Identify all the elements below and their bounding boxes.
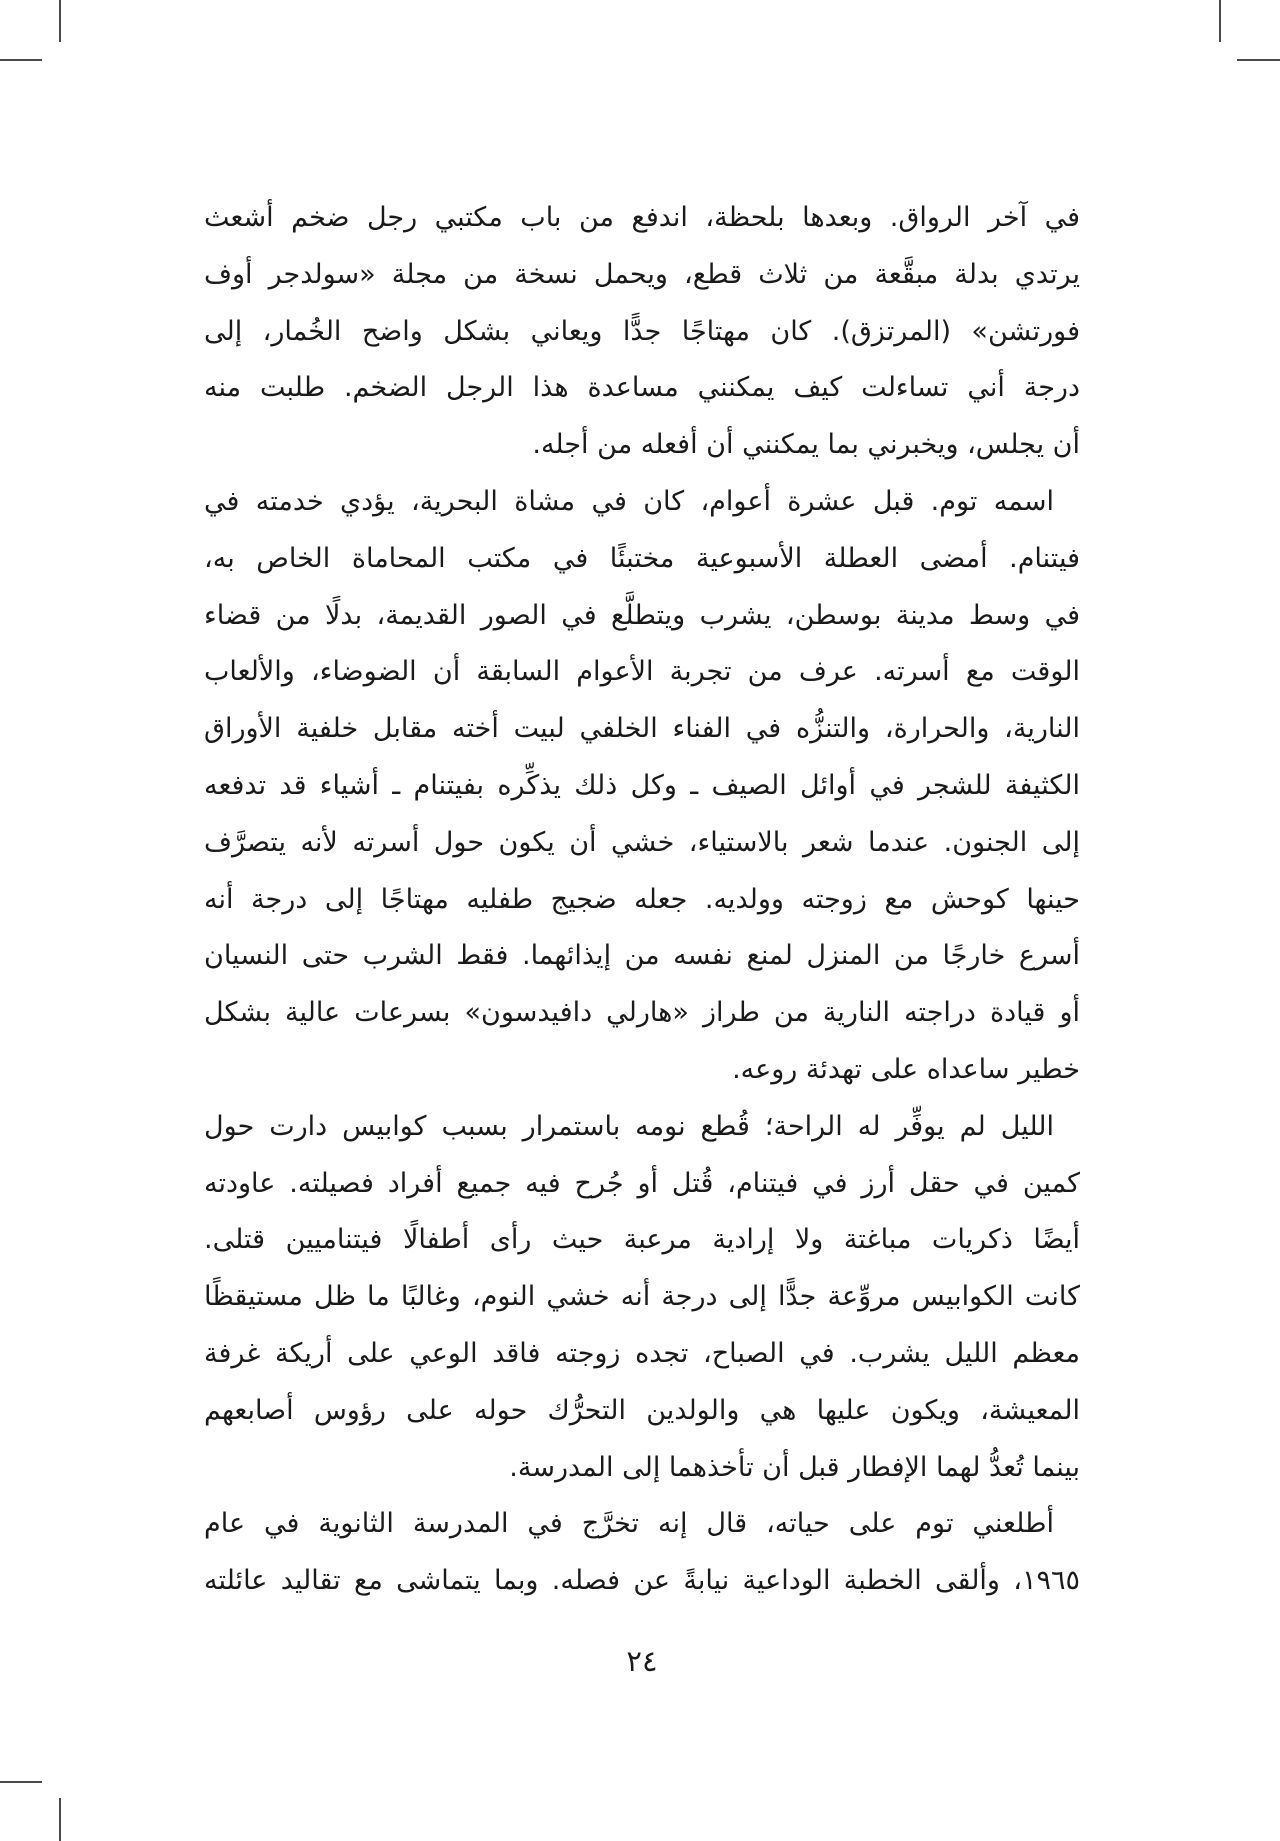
text-line: كانت الكوابيس مروِّعة جدًّا إلى درجة أنه خشي النوم، وغالبًا ما ظل مستيقظًا (204, 1281, 1080, 1313)
crop-mark-top-right-vertical (1219, 0, 1221, 42)
crop-mark-top-right-horizontal (1237, 59, 1280, 61)
text-line: النارية، والحرارة، والتنزُّه في الفناء الخلفي لبيت أخته مقابل خلفية الأوراق (204, 713, 1080, 745)
text-line: الوقت مع أسرته. عرف من تجربة الأعوام السابقة أن الضوضاء، والألعاب (204, 656, 1080, 688)
paragraph (204, 474, 1080, 1099)
text-line: بينما تُعدُّ لهما الإفطار قبل أن تأخذهما إلى المدرسة. (509, 1451, 1080, 1483)
crop-mark-top-left-vertical (59, 0, 61, 42)
text-line: إلى الجنون. عندما شعر بالاستياء، خشي أن يكون حول أسرته لأنه يتصرَّف (204, 826, 1080, 858)
text-line: أن يجلس، ويخبرني بما يمكنني أن أفعله من أجله. (532, 429, 1080, 461)
text-line: المعيشة، ويكون عليها هي والولدين التحرُّك حوله على رؤوس أصابعهم (204, 1394, 1080, 1426)
crop-mark-bottom-left-vertical (59, 1798, 61, 1841)
text-line: درجة أني تساءلت كيف يمكنني مساعدة هذا الرجل الضخم. طلبت منه (204, 372, 1080, 404)
paragraph (204, 190, 1080, 474)
text-line: معظم الليل يشرب. في الصباح، تجده زوجته فاقد الوعي على أريكة غرفة (204, 1337, 1080, 1369)
paragraph (204, 1496, 1080, 1610)
text-line: في وسط مدينة بوسطن، يشرب ويتطلَّع في الصور القديمة، بدلًا من قضاء (204, 599, 1080, 631)
text-line: في آخر الرواق. وبعدها بلحظة، اندفع من باب مكتبي رجل ضخم أشعث (204, 202, 1080, 233)
text-line: الليل لم يوفِّر له الراحة؛ قُطع نومه باستمرار بسبب كوابيس دارت حول (204, 1110, 1054, 1142)
text-line: الكثيفة للشجر في أوائل الصيف ـ وكل ذلك يذكِّره بفيتنام ـ أشياء قد تدفعه (204, 769, 1080, 801)
text-line: أطلعني توم على حياته، قال إنه تخرَّج في المدرسة الثانوية في عام (204, 1508, 1054, 1540)
text-line: أيضًا ذكريات مباغتة ولا إرادية مرعبة حيث رأى أطفالًا فيتناميين قتلى. (204, 1224, 1080, 1256)
text-line: حينها كوحش مع زوجته وولديه. جعله ضجيج طفليه مهتاجًا إلى درجة أنه (204, 883, 1080, 915)
text-line: أو قيادة دراجته النارية من طراز «هارلي دافيدسون» بسرعات عالية بشكل (204, 997, 1080, 1029)
text-line: فيتنام. أمضى العطلة الأسبوعية مختبئًا في مكتب المحاماة الخاص به، (204, 542, 1080, 574)
text-line: فورتشن» (المرتزق). كان مهتاجًا جدًّا ويعاني بشكل واضح الخُمار، إلى (204, 315, 1080, 347)
text-block (204, 190, 1080, 1610)
page-number: ٢٤ (626, 1644, 658, 1678)
crop-mark-bottom-left-horizontal (0, 1781, 42, 1783)
text-line: خطير ساعداه على تهدئة روعه. (732, 1053, 1080, 1085)
text-line: كمين في حقل أرز في فيتنام، قُتل أو جُرح فيه جميع أفراد فصيلته. عاودته (204, 1167, 1080, 1199)
text-line: أسرع خارجًا من المنزل لمنع نفسه من إيذائهما. فقط الشرب حتى النسيان (204, 940, 1080, 972)
text-line: ١٩٦٥، وألقى الخطبة الوداعية نيابةً عن فصله. وبما يتماشى مع تقاليد عائلته (204, 1565, 1080, 1597)
crop-mark-top-left-horizontal (0, 59, 42, 61)
text-line: اسمه توم. قبل عشرة أعوام، كان في مشاة البحرية، يؤدي خدمته في (204, 485, 1054, 517)
paragraph (204, 1099, 1080, 1497)
text-line: يرتدي بدلة مبقَّعة من ثلاث قطع، ويحمل نسخة من مجلة «سولدجر أوف (204, 258, 1080, 290)
